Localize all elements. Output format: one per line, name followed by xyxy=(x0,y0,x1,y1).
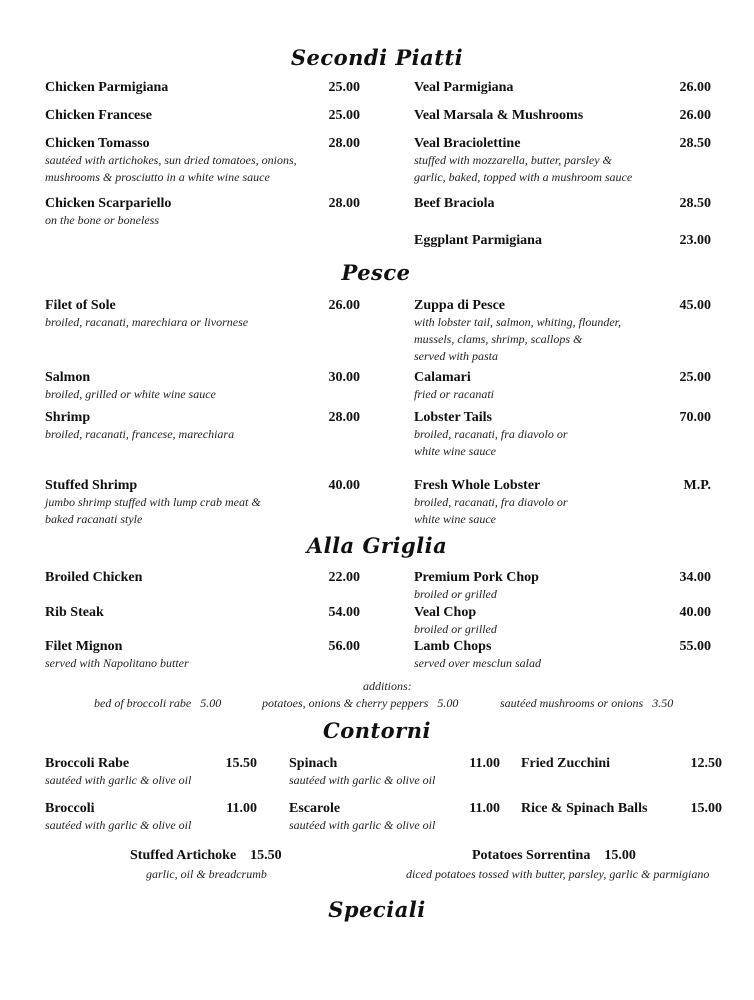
item-description: sautéed with artichokes, sun dried tomatoes, onions, xyxy=(45,153,297,167)
menu-item-eggplant-parmigiana xyxy=(414,233,542,249)
item-price: 40.00 xyxy=(679,605,711,620)
item-price: M.P. xyxy=(683,478,711,493)
item-price: 45.00 xyxy=(679,298,711,313)
item-description: jumbo shrimp stuffed with lump crab meat & xyxy=(45,495,261,509)
item-name: Filet Mignon xyxy=(45,639,123,654)
item-name: Salmon xyxy=(45,370,91,385)
item-price: 15.00 xyxy=(604,848,636,863)
item-name: Fresh Whole Lobster xyxy=(414,478,541,493)
menu-item-veal-marsala-mushrooms xyxy=(414,108,583,124)
addition-price: 3.50 xyxy=(652,696,674,710)
menu-item-shrimp xyxy=(45,410,234,443)
menu-item-broccoli-rabe xyxy=(45,756,191,789)
item-description: garlic, baked, topped with a mushroom sauce xyxy=(414,170,633,184)
section-header-speciali: Speciali xyxy=(328,897,426,922)
item-name: Stuffed Shrimp xyxy=(45,478,138,493)
item-name: Spinach xyxy=(289,756,338,771)
item-price: 28.50 xyxy=(679,136,711,151)
addition-text: bed of broccoli rabe xyxy=(94,696,192,710)
item-price: 28.00 xyxy=(328,410,360,425)
menu-item-calamari xyxy=(414,370,494,403)
item-description: white wine sauce xyxy=(414,444,496,458)
item-description: broiled or grilled xyxy=(414,587,497,601)
item-price: 25.00 xyxy=(328,80,360,95)
item-price: 11.00 xyxy=(469,756,500,771)
menu-item-broccoli xyxy=(45,801,191,834)
item-price: 56.00 xyxy=(328,639,360,654)
menu-item-fresh-whole-lobster xyxy=(414,478,568,528)
item-price: 25.00 xyxy=(328,108,360,123)
item-name: Stuffed Artichoke xyxy=(130,848,237,863)
addition-item xyxy=(262,696,458,711)
item-price: 23.00 xyxy=(679,233,711,248)
item-name: Chicken Parmigiana xyxy=(45,80,169,95)
item-price: 26.00 xyxy=(679,80,711,95)
item-name: Premium Pork Chop xyxy=(414,570,539,585)
item-description: served with Napolitano butter xyxy=(45,656,189,670)
addition-text: potatoes, onions & cherry peppers xyxy=(262,696,429,710)
item-name: Calamari xyxy=(414,370,471,385)
item-name: Broccoli Rabe xyxy=(45,756,130,771)
section-header-griglia: Alla Griglia xyxy=(306,533,448,558)
item-name: Filet of Sole xyxy=(45,298,116,313)
item-description: baked racanati style xyxy=(45,512,143,526)
item-name: Escarole xyxy=(289,801,341,816)
menu-item-veal-parmigiana xyxy=(414,80,513,96)
item-price: 11.00 xyxy=(226,801,257,816)
item-price: 55.00 xyxy=(679,639,711,654)
item-price: 15.00 xyxy=(690,801,722,816)
item-description: with lobster tail, salmon, whiting, flounder, xyxy=(414,315,622,329)
additions-label: additions: xyxy=(363,679,412,693)
menu-item-chicken-francese xyxy=(45,108,152,124)
item-description: broiled or grilled xyxy=(414,622,497,636)
item-name: Veal Chop xyxy=(414,605,477,620)
item-name: Eggplant Parmigiana xyxy=(414,233,542,248)
item-price: 15.50 xyxy=(225,756,257,771)
item-description: sautéed with garlic & olive oil xyxy=(289,818,436,832)
item-name: Beef Braciola xyxy=(414,196,495,211)
item-name: Broiled Chicken xyxy=(45,570,143,585)
item-description: fried or racanati xyxy=(414,387,494,401)
item-description: sautéed with garlic & olive oil xyxy=(289,773,436,787)
menu-item-spinach xyxy=(289,756,435,789)
menu-item-beef-braciola xyxy=(414,196,494,212)
menu-item-filet-of-sole xyxy=(45,298,248,331)
addition-item xyxy=(94,696,221,711)
menu-item-lobster-tails xyxy=(414,410,568,460)
item-price: 70.00 xyxy=(679,410,711,425)
menu-item-lamb-chops xyxy=(414,639,541,672)
menu-item-potatoes-sorrentina xyxy=(472,848,636,864)
item-description: white wine sauce xyxy=(414,512,496,526)
menu-item-chicken-parmigiana xyxy=(45,80,168,96)
item-description: served over mesclun salad xyxy=(414,656,541,670)
item-description: served with pasta xyxy=(414,349,498,363)
menu-item-premium-pork-chop xyxy=(414,570,539,603)
item-description: broiled, racanati, francese, marechiara xyxy=(45,427,235,441)
addition-price: 5.00 xyxy=(437,696,459,710)
item-description: mushrooms & prosciutto in a white wine sauce xyxy=(45,170,270,184)
item-description: garlic, oil & breadcrumb xyxy=(146,867,267,881)
menu-item-veal-braciolettine xyxy=(414,136,632,186)
item-description: sautéed with garlic & olive oil xyxy=(45,773,192,787)
item-price: 11.00 xyxy=(469,801,500,816)
menu-item-stuffed-shrimp xyxy=(45,478,261,528)
item-description: stuffed with mozzarella, butter, parsley & xyxy=(414,153,612,167)
item-name: Chicken Francese xyxy=(45,108,152,123)
item-name: Fried Zucchini xyxy=(521,756,611,771)
menu-item-chicken-tomasso xyxy=(45,136,297,186)
menu-item-rice-spinach-balls xyxy=(521,801,647,817)
item-price: 25.00 xyxy=(679,370,711,385)
item-name: Shrimp xyxy=(45,410,91,425)
menu-item-escarole xyxy=(289,801,435,834)
item-price: 22.00 xyxy=(328,570,360,585)
section-header-contorni: Contorni xyxy=(322,718,431,743)
menu-item-filet-mignon xyxy=(45,639,189,672)
item-name: Chicken Tomasso xyxy=(45,136,150,151)
menu-item-veal-chop xyxy=(414,605,497,638)
menu-item-salmon xyxy=(45,370,216,403)
item-price: 12.50 xyxy=(690,756,722,771)
item-price: 28.50 xyxy=(679,196,711,211)
item-price: 34.00 xyxy=(679,570,711,585)
item-name: Veal Marsala & Mushrooms xyxy=(414,108,584,123)
addition-price: 5.00 xyxy=(200,696,222,710)
item-name: Veal Parmigiana xyxy=(414,80,514,95)
menu-item-stuffed-artichoke xyxy=(130,848,282,864)
item-description: broiled, grilled or white wine sauce xyxy=(45,387,216,401)
item-price: 28.00 xyxy=(328,196,360,211)
addition-text: sautéed mushrooms or onions xyxy=(500,696,644,710)
item-description: broiled, racanati, fra diavolo or xyxy=(414,427,568,441)
menu-item-broiled-chicken xyxy=(45,570,142,586)
menu-item-zuppa-di-pesce xyxy=(414,298,621,365)
item-price: 40.00 xyxy=(328,478,360,493)
item-price: 15.50 xyxy=(250,848,282,863)
menu-item-rib-steak xyxy=(45,605,104,621)
item-name: Broccoli xyxy=(45,801,95,816)
item-name: Lobster Tails xyxy=(414,410,492,425)
item-description: broiled, racanati, fra diavolo or xyxy=(414,495,568,509)
item-price: 28.00 xyxy=(328,136,360,151)
item-name: Chicken Scarpariello xyxy=(45,196,172,211)
item-name: Potatoes Sorrentina xyxy=(472,848,591,863)
item-description: broiled, racanati, marechiara or livornese xyxy=(45,315,249,329)
item-name: Rib Steak xyxy=(45,605,104,620)
item-price: 26.00 xyxy=(328,298,360,313)
item-name: Veal Braciolettine xyxy=(414,136,521,151)
item-description: on the bone or boneless xyxy=(45,213,159,227)
item-description: sautéed with garlic & olive oil xyxy=(45,818,192,832)
addition-item xyxy=(500,696,673,711)
item-description: mussels, clams, shrimp, scallops & xyxy=(414,332,583,346)
item-name: Zuppa di Pesce xyxy=(414,298,506,313)
section-header-pesce: Pesce xyxy=(341,260,411,285)
menu-item-fried-zucchini xyxy=(521,756,610,772)
section-header-secondi: Secondi Piatti xyxy=(290,45,464,70)
item-description: diced potatoes tossed with butter, parsley, garlic & parmigiano xyxy=(406,867,710,881)
menu-item-chicken-scarpariello xyxy=(45,196,171,229)
item-price: 26.00 xyxy=(679,108,711,123)
item-price: 54.00 xyxy=(328,605,360,620)
item-name: Rice & Spinach Balls xyxy=(521,801,648,816)
item-name: Lamb Chops xyxy=(414,639,492,654)
item-price: 30.00 xyxy=(328,370,360,385)
